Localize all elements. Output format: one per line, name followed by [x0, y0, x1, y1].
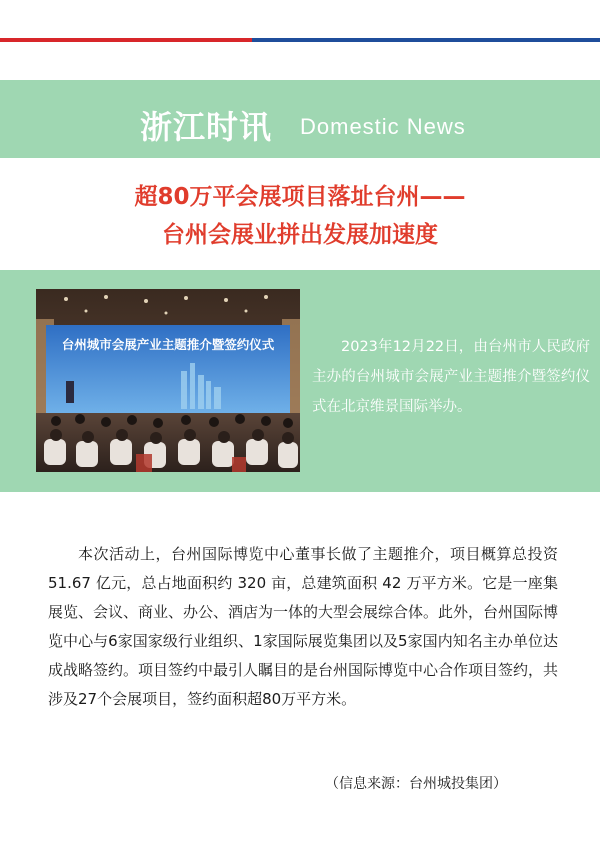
screen-banner-text: 台州城市会展产业主题推介暨签约仪式 [61, 337, 275, 352]
headline-line-1: 超80万平会展项目落址台州—— [134, 184, 466, 210]
event-photo [36, 289, 300, 472]
photo-caption: 2023年12月22日，由台州市人民政府主办的台州城市会展产业主题推介暨签约仪式在北京维景国际举办。 [312, 339, 590, 415]
source-credit: （信息来源：台州城投集团） [325, 776, 507, 792]
section-header [0, 80, 600, 158]
headline-line-2: 台州会展业拼出发展加速度 [162, 222, 438, 248]
article-headline [0, 178, 600, 254]
photo-section [0, 270, 600, 492]
top-divider [0, 38, 600, 42]
section-title: 浙江时讯 [140, 108, 273, 146]
article-body: 本次活动上，台州国际博览中心董事长做了主题推介，项目概算总投资 51.67 亿元，总占地面积约 320 亩，总建筑面积 42 万平方米。它是一座集展览、会议、商业、办公、酒店为一体的大型会展综合体。此外，台州国际博览中心与6家国家级行业组织、1家国际展览集团以及5家国内知名主办单位达成战略签约。项目签约中最引人瞩目的是台州国际博览中心合作项目签约，共涉及27个会展项目，签约面积超80万平方米。 [48, 545, 559, 708]
section-subtitle: Domestic News [300, 114, 466, 139]
